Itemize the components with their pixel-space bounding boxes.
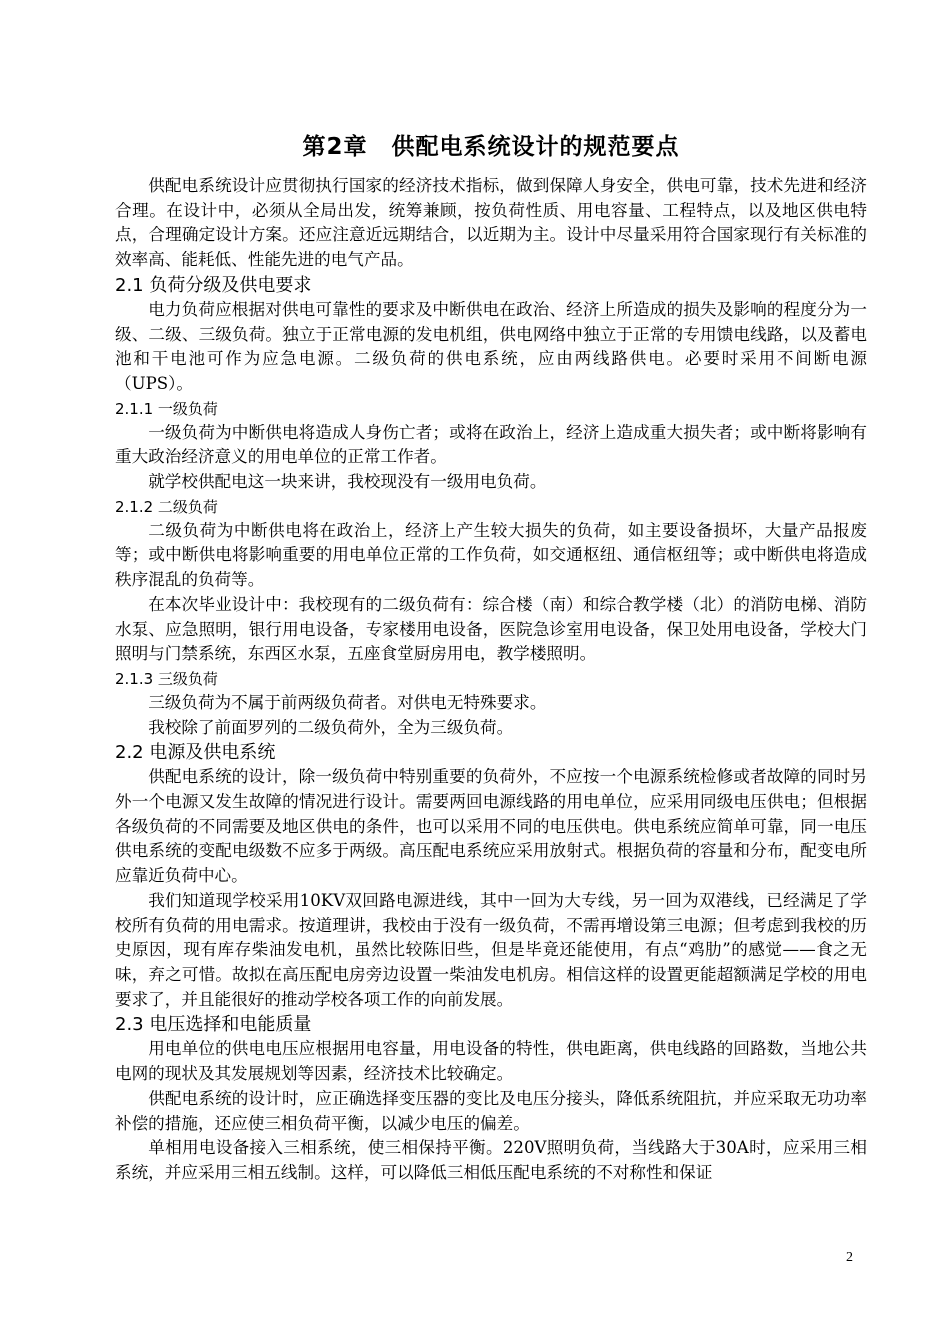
paragraph: 二级负荷为中断供电将在政治上，经济上产生较大损失的负荷，如主要设备损坏，大量产品报废等；或中断供电将影响重要的用电单位正常的工作负荷，如交通枢纽、通信枢纽等；或中断供电将造成秩序混乱的负荷等。	[115, 520, 867, 590]
paragraph: 我校除了前面罗列的二级负荷外，全为三级负荷。	[148, 717, 514, 737]
intro-paragraph: 供配电系统设计应贯彻执行国家的经济技术指标，做到保障人身安全，供电可靠，技术先进和经济合理。在设计中，必须从全局出发，统筹兼顾，按负荷性质、用电容量、工程特点，以及地区供电特点，合理确定设计方案。还应注意近远期结合，以近期为主。设计中尽量采用符合国家现行有关标准的效率高、能耗低、性能先进的电气产品。	[115, 176, 867, 270]
paragraph: 就学校供配电这一块来讲，我校现没有一级用电负荷。	[148, 472, 547, 492]
section-heading-2-3: 2.3 电压选择和电能质量	[115, 1014, 312, 1036]
paragraph: 供配电系统的设计时，应正确选择变压器的变比及电压分接头，降低系统阻抗，并应采取无功功率补偿的措施，还应使三相负荷平衡，以减少电压的偏差。	[115, 1088, 867, 1133]
paragraph: 三级负荷为不属于前两级负荷者。对供电无特殊要求。	[148, 692, 547, 712]
paragraph: 供配电系统的设计，除一级负荷中特别重要的负荷外，不应按一个电源系统检修或者故障的同时另外一个电源又发生故障的情况进行设计。需要两回电源线路的用电单位，应采用同级电压供电；但根据各级负荷的不同需要及地区供电的条件，也可以采用不同的电压供电。供电系统应简单可靠，同一电压供电系统的变配电级数不应多于两级。高压配电系统应采用放射式。根据负荷的容量和分布，配变电所应靠近负荷中心。	[115, 767, 867, 886]
paragraph: 我们知道现学校采用10KV双回路电源进线，其中一回为大专线，另一回为双港线，已经满足了学校所有负荷的用电需求。按道理讲，我校由于没有一级负荷，不需再增设第三电源；但考虑到我校的历史原因，现有库存柴油发电机，虽然比较陈旧些，但是毕竟还能使用，有点“鸡肋”的感觉——食之无味，弃之可惜。故拟在高压配电房旁边设置一柴油发电机房。相信这样的设置更能超额满足学校的用电要求了，并且能很好的推动学校各项工作的向前发展。	[115, 890, 867, 1009]
section-heading-2-1: 2.1 负荷分级及供电要求	[115, 274, 312, 296]
subsection-heading-2-1-1: 2.1.1 一级负荷	[115, 399, 218, 418]
paragraph: 在本次毕业设计中：我校现有的二级负荷有：综合楼（南）和综合教学楼（北）的消防电梯、消防水泵、应急照明，银行用电设备，专家楼用电设备，医院急诊室用电设备，保卫处用电设备，学校大门照明与门禁系统，东西区水泵，五座食堂厨房用电，教学楼照明。	[115, 594, 867, 664]
section-heading-2-2: 2.2 电源及供电系统	[115, 742, 276, 764]
subsection-heading-2-1-2: 2.1.2 二级负荷	[115, 497, 218, 516]
subsection-heading-2-1-3: 2.1.3 三级负荷	[115, 669, 218, 688]
paragraph: 单相用电设备接入三相系统，使三相保持平衡。220V照明负荷，当线路大于30A时，应采用三相系统，并应采用三相五线制。这样，可以降低三相低压配电系统的不对称性和保证	[115, 1138, 867, 1182]
document-page	[115, 130, 867, 1186]
paragraph: 一级负荷为中断供电将造成人身伤亡者；或将在政治上，经济上造成重大损失者；或中断将影响有重大政治经济意义的用电单位的正常工作者。	[115, 422, 867, 467]
chapter-title: 第2章 供配电系统设计的规范要点	[302, 134, 680, 160]
paragraph: 用电单位的供电电压应根据用电容量，用电设备的特性，供电距离，供电线路的回路数，当地公共电网的现状及其发展规划等因素，经济技术比较确定。	[115, 1039, 867, 1084]
page-number: 2	[846, 1250, 853, 1265]
paragraph: 电力负荷应根据对供电可靠性的要求及中断供电在政治、经济上所造成的损失及影响的程度分为一级、二级、三级负荷。独立于正常电源的发电机组，供电网络中独立于正常的专用馈电线路，以及蓄电池和干电池可作为应急电源。二级负荷的供电系统，应由两线路供电。必要时采用不间断电源（UPS）。	[115, 299, 867, 393]
